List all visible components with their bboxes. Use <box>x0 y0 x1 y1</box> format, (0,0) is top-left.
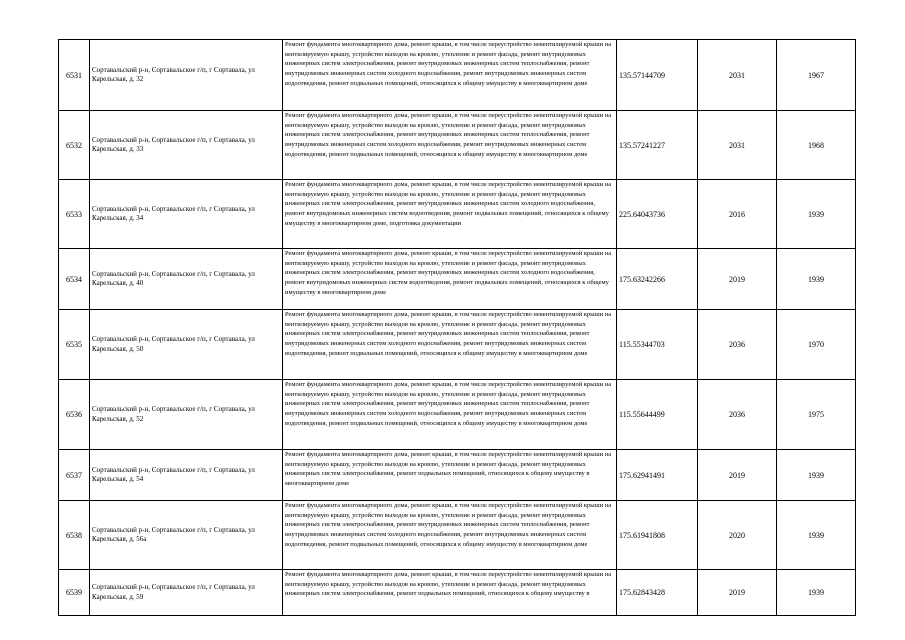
address-cell: Сортавальский р-н, Сортавальское г/п, г Сортавала, ул Карельская, д. 59 <box>90 570 283 616</box>
address-cell: Сортавальский р-н, Сортавальское г/п, г Сортавала, ул Карельская, д. 34 <box>90 180 283 249</box>
works-cell <box>283 180 617 249</box>
table-row <box>59 570 856 616</box>
planned-year-cell: 2019 <box>698 570 777 616</box>
works-cell <box>283 111 617 180</box>
table-row <box>59 249 856 310</box>
table-row <box>59 380 856 450</box>
works-cell <box>283 501 617 570</box>
works-cell <box>283 450 617 501</box>
works-text: Ремонт фундамента многоквартирного дома, ремонт крыши, в том числе переустройство невентилируемой крыши на вентилируемую крышу, устройство выходов на кровлю, утепление и ремонт фасада, ремонт внутридомовых инженерных систем электроснабжения, ремонт внутридомовых инженерных систем теплоснабжения, ремонт внутридомовых инженерных систем холодного водоснабжения, ремонт внутридомовых инженерных систем водоотведения, ремонт подвальных помещений, относящихся к общему имуществу в многоквартирном доме <box>285 112 612 158</box>
works-text: Ремонт фундамента многоквартирного дома, ремонт крыши, в том числе переустройство невентилируемой крыши на вентилируемую крышу, устройство выходов на кровлю, утепление и ремонт фасада, ремонт внутридомовых инженерных систем электроснабжения, ремонт внутридомовых инженерных систем теплоснабжения, ремонт внутридомовых инженерных систем холодного водоснабжения, ремонт внутридомовых инженерных систем водоотведения, ремонт подвальных помещений, относящихся к общему имуществу в многоквартирном доме <box>285 381 612 427</box>
cost-cell: 225.64043736 <box>617 180 698 249</box>
cost-cell: 175.63242266 <box>617 249 698 310</box>
planned-year-cell: 2036 <box>698 380 777 450</box>
table-row <box>59 111 856 180</box>
planned-year-cell: 2019 <box>698 450 777 501</box>
address-cell: Сортавальский р-н, Сортавальское г/п, г Сортавала, ул Карельская, д. 56а <box>90 501 283 570</box>
row-number: 6538 <box>59 501 90 570</box>
works-text: Ремонт фундамента многоквартирного дома, ремонт крыши, в том числе переустройство невентилируемой крыши на вентилируемую крышу, устройство выходов на кровлю, утепление и ремонт фасада, ремонт внутридомовых инженерных систем электроснабжения, ремонт подвальных помещений, относящихся к общему имуществу в <box>285 571 612 598</box>
built-year-cell: 1939 <box>777 249 856 310</box>
cost-cell: 135.57144709 <box>617 40 698 111</box>
cost-cell: 115.55344703 <box>617 310 698 380</box>
table-row <box>59 501 856 570</box>
table-row <box>59 180 856 249</box>
built-year-cell: 1967 <box>777 40 856 111</box>
row-number: 6536 <box>59 380 90 450</box>
works-cell <box>283 310 617 380</box>
built-year-cell: 1968 <box>777 111 856 180</box>
row-number: 6533 <box>59 180 90 249</box>
planned-year-cell: 2016 <box>698 180 777 249</box>
cost-cell: 175.62941491 <box>617 450 698 501</box>
table-row <box>59 450 856 501</box>
works-text: Ремонт фундамента многоквартирного дома, ремонт крыши, в том числе переустройство невентилируемой крыши на вентилируемую крышу, устройство выходов на кровлю, утепление и ремонт фасада, ремонт внутридомовых инженерных систем электроснабжения, ремонт подвальных помещений, относящихся к общему имуществу в многоквартирном доме <box>285 451 612 488</box>
built-year-cell: 1975 <box>777 380 856 450</box>
row-number: 6531 <box>59 40 90 111</box>
works-text: Ремонт фундамента многоквартирного дома, ремонт крыши, в том числе переустройство невентилируемой крыши на вентилируемую крышу, устройство выходов на кровлю, утепление и ремонт фасада, ремонт внутридомовых инженерных систем электроснабжения, ремонт внутридомовых инженерных систем холодного водоснабжения, ремонт внутридомовых инженерных систем водоотведения, ремонт подвальных помещений, относящихся к общему имуществу в многоквартирном доме <box>285 250 612 296</box>
works-cell <box>283 249 617 310</box>
address-cell: Сортавальский р-н, Сортавальское г/п, г Сортавала, ул Карельская, д. 50 <box>90 310 283 380</box>
built-year-cell: 1939 <box>777 570 856 616</box>
row-number: 6534 <box>59 249 90 310</box>
repair-register-table <box>58 39 856 616</box>
table-row <box>59 310 856 380</box>
address-cell: Сортавальский р-н, Сортавальское г/п, г Сортавала, ул Карельская, д. 54 <box>90 450 283 501</box>
row-number: 6535 <box>59 310 90 380</box>
built-year-cell: 1939 <box>777 180 856 249</box>
address-cell: Сортавальский р-н, Сортавальское г/п, г Сортавала, ул Карельская, д. 40 <box>90 249 283 310</box>
address-cell: Сортавальский р-н, Сортавальское г/п, г Сортавала, ул Карельская, д. 52 <box>90 380 283 450</box>
works-cell <box>283 40 617 111</box>
planned-year-cell: 2036 <box>698 310 777 380</box>
cost-cell: 175.61941808 <box>617 501 698 570</box>
address-cell: Сортавальский р-н, Сортавальское г/п, г Сортавала, ул Карельская, д. 32 <box>90 40 283 111</box>
works-cell <box>283 380 617 450</box>
row-number: 6539 <box>59 570 90 616</box>
planned-year-cell: 2031 <box>698 40 777 111</box>
built-year-cell: 1939 <box>777 501 856 570</box>
row-number: 6532 <box>59 111 90 180</box>
cost-cell: 135.57241227 <box>617 111 698 180</box>
cost-cell: 115.55644499 <box>617 380 698 450</box>
works-text: Ремонт фундамента многоквартирного дома, ремонт крыши, в том числе переустройство невентилируемой крыши на вентилируемую крышу, устройство выходов на кровлю, утепление и ремонт фасада, ремонт внутридомовых инженерных систем электроснабжения, ремонт внутридомовых инженерных систем теплоснабжения, ремонт внутридомовых инженерных систем холодного водоснабжения, ремонт внутридомовых инженерных систем водоотведения, ремонт подвальных помещений, относящихся к общему имуществу в многоквартирном доме <box>285 502 612 548</box>
address-cell: Сортавальский р-н, Сортавальское г/п, г Сортавала, ул Карельская, д. 33 <box>90 111 283 180</box>
works-text: Ремонт фундамента многоквартирного дома, ремонт крыши, в том числе переустройство невентилируемой крыши на вентилируемую крышу, устройство выходов на кровлю, утепление и ремонт фасада, ремонт внутридомовых инженерных систем электроснабжения, ремонт внутридомовых инженерных систем теплоснабжения, ремонт внутридомовых инженерных систем холодного водоснабжения, ремонт внутридомовых инженерных систем водоотведения, ремонт подвальных помещений, относящихся к общему имуществу в многоквартирном доме <box>285 311 612 357</box>
planned-year-cell: 2031 <box>698 111 777 180</box>
planned-year-cell: 2020 <box>698 501 777 570</box>
works-text: Ремонт фундамента многоквартирного дома, ремонт крыши, в том числе переустройство невентилируемой крыши на вентилируемую крышу, устройство выходов на кровлю, утепление и ремонт фасада, ремонт внутридомовых инженерных систем электроснабжения, ремонт внутридомовых инженерных систем холодного водоснабжения, ремонт внутридомовых инженерных систем водоотведения, ремонт подвальных помещений, относящихся к общему имуществу в многоквартирном доме, подготовка документации <box>285 181 612 227</box>
row-number: 6537 <box>59 450 90 501</box>
table-row <box>59 40 856 111</box>
works-text: Ремонт фундамента многоквартирного дома, ремонт крыши, в том числе переустройство невентилируемой крыши на вентилируемую крышу, устройство выходов на кровлю, утепление и ремонт фасада, ремонт внутридомовых инженерных систем электроснабжения, ремонт внутридомовых инженерных систем теплоснабжения, ремонт внутридомовых инженерных систем холодного водоснабжения, ремонт внутридомовых инженерных систем водоотведения, ремонт подвальных помещений, относящихся к общему имуществу в многоквартирном доме <box>285 41 612 87</box>
built-year-cell: 1939 <box>777 450 856 501</box>
cost-cell: 175.62843428 <box>617 570 698 616</box>
planned-year-cell: 2019 <box>698 249 777 310</box>
built-year-cell: 1970 <box>777 310 856 380</box>
works-cell <box>283 570 617 616</box>
